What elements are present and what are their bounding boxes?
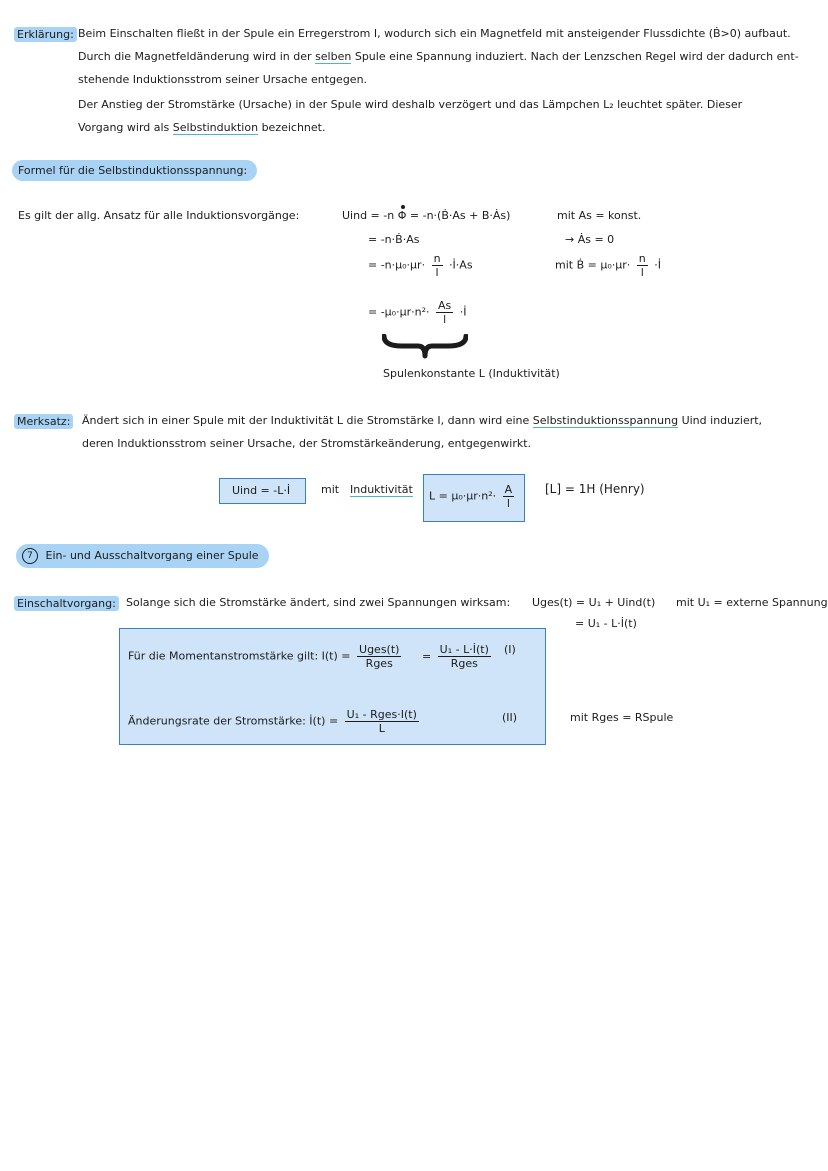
aenderungsrate-row — [128, 708, 422, 735]
fraction-den: l — [443, 313, 447, 326]
erklaerung-line-3: stehende Induktionsstrom seiner Ursache entgegen. — [78, 73, 368, 86]
fraction-uges-over-rges — [357, 643, 401, 670]
erklaerung-line-2-start: Durch die Magnetfeldänderung wird in der — [78, 50, 312, 63]
equals-sign: = — [421, 649, 432, 663]
condition-as-konst: mit As = konst. — [557, 209, 642, 222]
fraction-u1-minus-l-over-rges — [438, 643, 491, 670]
derivation-line-1 — [342, 209, 510, 222]
derivation-line-4-start: = -μ₀·μr·n²· — [368, 305, 430, 319]
u1-note: mit U₁ = externe Spannung — [676, 596, 828, 609]
fraction-den: l — [506, 497, 510, 510]
fraction-num: n — [433, 252, 441, 265]
uges-equation: Uges(t) = U₁ + Uind(t) — [532, 596, 656, 609]
derivation-line-3-end: ·İ·As — [449, 258, 473, 272]
derivation-line-4 — [368, 299, 467, 326]
spulenkonstante-label: Spulenkonstante L (Induktivität) — [383, 367, 560, 380]
section-7-heading — [16, 544, 269, 568]
selbstinduktionsspannung-term: Selbstinduktionsspannung — [532, 414, 679, 427]
fraction-rate — [345, 708, 419, 735]
fraction-n-over-l — [432, 252, 443, 279]
merksatz-line-1 — [82, 414, 762, 427]
condition-b-dot-end: ·İ — [654, 258, 661, 272]
momentanstrom-row — [128, 643, 494, 670]
fraction-num: As — [437, 299, 452, 312]
merksatz-line-1-end: Uind induziert, — [681, 414, 763, 427]
section-7-title: Ein- und Ausschaltvorgang einer Spule — [45, 549, 259, 562]
erklaerung-line-2 — [78, 50, 799, 63]
erklaerung-label: Erklärung: — [14, 27, 77, 42]
fraction-den: l — [435, 266, 439, 279]
uind-lhs: Uind = -n — [342, 209, 395, 222]
erklaerung-line-4: Der Anstieg der Stromstärke (Ursache) in der Spule wird deshalb verzögert und das Lämpchen L₂ leuchtet später. Dieser — [78, 98, 743, 111]
fraction-a-over-l — [503, 483, 515, 510]
erklaerung-line-1: Beim Einschalten fließt in der Spule ein Erregerstrom I, wodurch sich ein Magnetfeld mit ansteigender Flussdichte (Ḃ>0) aufbaut. — [78, 27, 791, 40]
erklaerung-line-5 — [78, 121, 325, 134]
einschaltvorgang-label: Einschaltvorgang: — [14, 596, 119, 611]
merksatz-label: Merksatz: — [14, 414, 73, 429]
condition-b-dot — [555, 252, 661, 279]
uges-equation-2: = U₁ - L·İ(t) — [575, 617, 637, 630]
inductance-formula-start: L = μ₀·μr·n²· — [429, 489, 497, 503]
derivation-line-4-end: ·İ — [459, 305, 467, 319]
condition-b-dot-start: mit Ḃ = μ₀·μr· — [555, 258, 631, 272]
fraction-num: n — [638, 252, 646, 265]
rges-note: mit Rges = RSpule — [570, 711, 674, 724]
henry-unit: [L] = 1H (Henry) — [545, 482, 645, 496]
selbstinduktion-term: Selbstinduktion — [172, 121, 259, 134]
uind-formula: Uind = -L·İ — [232, 484, 291, 497]
equation-tag-2: (II) — [502, 711, 518, 724]
derivation-line-3 — [368, 252, 473, 279]
derivative-dot — [401, 205, 405, 209]
derivation-line-2: = -n·Ḃ·As — [368, 233, 420, 246]
momentanstrom-label: Für die Momentanstromstärke gilt: I(t) = — [128, 649, 351, 663]
erklaerung-selben: selben — [315, 50, 352, 63]
equation-tag-1: (I) — [504, 643, 516, 656]
merksatz-line-1-start: Ändert sich in einer Spule mit der Induktivität L die Stromstärke I, dann wird eine — [82, 414, 530, 427]
inductance-formula-box — [423, 474, 525, 522]
erklaerung-line-5-start: Vorgang wird als — [78, 121, 170, 134]
fraction-den: l — [640, 266, 644, 279]
mit-label: mit — [321, 483, 340, 496]
merksatz-line-2: deren Induktionsstrom seiner Ursache, der Stromstärkeänderung, entgegenwirkt. — [82, 437, 532, 450]
derivation-line-1-rhs: = -n·(Ḃ·As + B·Ȧs) — [409, 209, 511, 222]
erklaerung-line-5-end: bezeichnet. — [261, 121, 326, 134]
phi-symbol: Φ — [397, 209, 407, 222]
derivation-intro: Es gilt der allg. Ansatz für alle Induktionsvorgänge: — [18, 209, 300, 222]
fraction-as-over-l — [436, 299, 453, 326]
uind-formula-box — [219, 478, 306, 504]
fraction-den: L — [378, 722, 385, 735]
fraction-den: Rges — [450, 657, 478, 670]
fraction-den: Rges — [365, 657, 393, 670]
curly-brace-icon — [382, 334, 468, 360]
fraction-num: Uges(t) — [359, 643, 400, 656]
derivation-line-3-start: = -n·μ₀·μr· — [368, 258, 426, 272]
formel-heading: Formel für die Selbstinduktionsspannung: — [12, 160, 257, 181]
induktivitaet-term: Induktivität — [350, 483, 413, 496]
fraction-num: U₁ - L·İ(t) — [439, 643, 489, 656]
einschalt-text: Solange sich die Stromstärke ändert, sind zwei Spannungen wirksam: — [126, 596, 511, 609]
phi-dot — [398, 209, 407, 222]
inductance-formula — [429, 483, 517, 510]
fraction-num: A — [504, 483, 513, 496]
current-formula-box — [119, 628, 546, 745]
condition-as-dot-zero: → Ȧs = 0 — [565, 233, 615, 246]
aenderungsrate-label: Änderungsrate der Stromstärke: İ(t) = — [128, 714, 339, 728]
fraction-n-over-l-cond — [637, 252, 648, 279]
fraction-num: U₁ - Rges·I(t) — [346, 708, 417, 721]
erklaerung-line-2-end: Spule eine Spannung induziert. Nach der Lenzschen Regel wird der dadurch ent- — [354, 50, 799, 63]
section-number-badge: 7 — [22, 548, 38, 564]
